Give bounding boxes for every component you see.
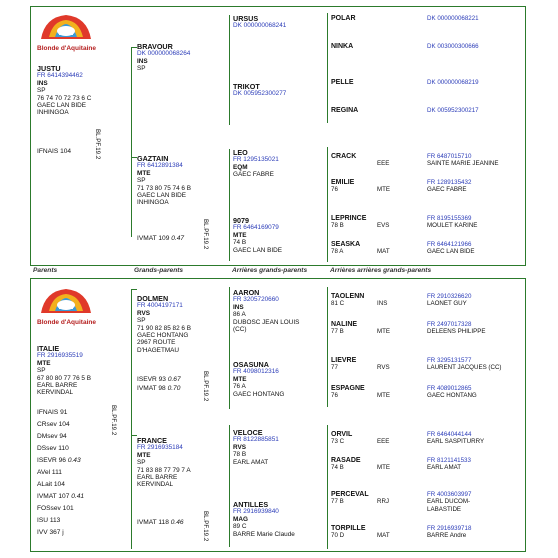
ggp-class: RRJ	[377, 498, 390, 506]
animal-status: 78 B	[233, 451, 247, 459]
ggp-name: PERCEVAL	[331, 491, 369, 498]
animal-qualification: MTE	[233, 375, 247, 383]
ggp-orvil	[331, 431, 484, 446]
animal-name: ITALIE	[37, 344, 60, 353]
ggp-name: PELLE	[331, 79, 354, 86]
ggp-status: 74 B	[331, 464, 344, 472]
ggp-name: POLAR	[331, 15, 356, 22]
animal-breeder: GAEC LAN BIDE	[233, 246, 283, 254]
logo-caption: Blonde d'Aquitaine	[37, 45, 96, 52]
ggp-polar	[331, 15, 479, 22]
animal-status: SP	[137, 65, 146, 73]
ggp-status: 78 A	[331, 248, 344, 256]
ggp-owner: SAINTE MARIE JEANINE	[427, 160, 499, 168]
index-reliability: 0.47	[171, 235, 185, 242]
animal-name: OSASUNA	[233, 360, 269, 369]
animal-name: FRANCE	[137, 436, 167, 445]
animal-status: 89 C	[233, 523, 247, 531]
index-reliability: 0.46	[170, 519, 184, 526]
animal-location: INHINGOA	[37, 109, 69, 117]
ggp-perceval	[331, 491, 487, 513]
bull-justu	[37, 65, 91, 117]
dam-index	[137, 233, 184, 245]
animal-name: BRAVOUR	[137, 42, 173, 51]
animal-breeder: BARRE Marie Claude	[233, 530, 295, 538]
ggp-owner: LAONET GUY	[427, 300, 467, 308]
animal-scores: 76 74 70 72 73 6 C	[37, 94, 92, 102]
header-arrieres-arrieres-gp: Arrières arrières grands-parents	[330, 267, 432, 274]
animal-name: TRIKOT	[233, 82, 260, 91]
ggp-status: 77	[331, 364, 338, 372]
animal-location: D'HAGETMAU	[137, 346, 180, 354]
animal-location: KERVINDAL	[37, 389, 74, 397]
ggp-name: NALINE	[331, 321, 358, 328]
ggp-class: MTE	[377, 464, 391, 472]
animal-registration: FR 2916935519	[37, 352, 83, 360]
index-value: ISU 113	[37, 517, 61, 524]
animal-status: SP	[137, 459, 146, 467]
grandsire-aaron	[233, 289, 299, 333]
animal-breeder: EARL AMAT	[233, 458, 269, 466]
animal-qualification: INS	[233, 303, 244, 311]
ggp-class: MTE	[377, 328, 391, 336]
pedigree-card-justu	[30, 6, 526, 266]
animal-qualification: MTE	[37, 359, 51, 367]
header-arrieres-gp: Arrières grands-parents	[232, 267, 308, 274]
animal-name: AARON	[233, 288, 260, 297]
bull-index-list	[37, 146, 71, 158]
ggp-status: 81 C	[331, 300, 345, 308]
ggp-owner: LAURENT JACQUES (CC)	[427, 364, 502, 372]
ggp-registration: FR 1289135432	[427, 179, 472, 186]
ggp-crack	[331, 153, 499, 168]
granddam-antilles	[233, 501, 295, 538]
ggp-registration: FR 2497017328	[427, 321, 472, 328]
animal-registration: FR 8122885851	[233, 436, 279, 444]
animal-name: 9079	[233, 216, 249, 225]
ggp-class: INS	[377, 300, 388, 308]
animal-name: URSUS	[233, 14, 259, 23]
animal-registration: FR 4098012316	[233, 368, 279, 376]
bull-bl-label: BL.PF.19.2	[94, 129, 101, 160]
ggp-ninka	[331, 43, 479, 50]
ggp-status: 77 B	[331, 328, 344, 336]
sire-dolmen	[137, 295, 191, 354]
animal-registration: DK 000000068241	[233, 22, 287, 30]
animal-breeder: EARL BARRE	[37, 382, 78, 390]
animal-qualification: EQM	[233, 163, 248, 171]
animal-qualification: RVS	[233, 443, 247, 451]
ggp-owner: EARL DUCOM-LABASTIDE	[427, 498, 471, 513]
ggp-registration: FR 6464121966	[427, 241, 472, 248]
animal-registration: FR 2916939840	[233, 508, 279, 516]
animal-status: SP	[37, 367, 46, 375]
index-value: IFNAIS 91	[37, 409, 68, 416]
index-label: IVMAT 109	[137, 235, 170, 242]
index-value: DSsev 110	[37, 445, 69, 452]
ggp-name: ORVIL	[331, 431, 353, 438]
index-label: IVMAT 118	[137, 519, 169, 526]
ggp-status: 76	[331, 392, 338, 400]
ggp-espagne	[331, 385, 477, 400]
ggp-class: EVS	[377, 222, 390, 230]
index-value: IVMAT 98 0.70	[137, 385, 181, 392]
ggp-status: 77 B	[331, 498, 344, 506]
ggp-registration: DK 005952300217	[427, 107, 479, 114]
ggp-class: MAT	[377, 532, 390, 540]
sire-bl-label: BL.PF.19.2	[202, 371, 209, 402]
animal-breeder: EARL BARRE	[137, 474, 178, 482]
animal-registration: FR 6464169079	[233, 224, 279, 232]
grandsire-veloce	[233, 429, 279, 466]
animal-registration: FR 2916935184	[137, 444, 183, 452]
animal-scores: 67 80 80 77 76 5 B	[37, 374, 92, 382]
index-value: AVel 111	[37, 469, 62, 476]
animal-scores: 71 90 82 85 82 6 B	[137, 324, 192, 332]
animal-qualification: INS	[37, 79, 48, 87]
ggp-emilie	[331, 179, 471, 194]
ggp-pelle	[331, 79, 479, 86]
pedigree-card-italie	[30, 278, 526, 552]
animal-name: ANTILLES	[233, 500, 269, 509]
animal-status: SP	[37, 87, 46, 95]
header-grands-parents: Grands-parents	[134, 267, 184, 274]
ggp-seaska	[331, 241, 474, 256]
ggp-class: EEE	[377, 160, 390, 168]
grandsire-ursus	[233, 15, 286, 30]
animal-name: LEO	[233, 148, 248, 157]
granddam-9079	[233, 217, 282, 254]
ggp-name: TORPILLE	[331, 525, 366, 532]
ggp-owner: GAEC LAN BIDE	[427, 248, 475, 256]
ggp-regina	[331, 107, 479, 114]
grandsire-trikot	[233, 83, 286, 98]
ggp-name: EMILIE	[331, 179, 355, 186]
animal-address: 2967 ROUTE	[137, 339, 176, 347]
ggp-leprince	[331, 215, 477, 230]
animal-breeder: GAEC LAN BIDE	[137, 192, 187, 200]
ggp-registration: DK 003000300666	[427, 43, 479, 50]
ggp-registration: FR 4089012865	[427, 385, 472, 392]
ggp-registration: FR 8195155369	[427, 215, 472, 222]
ggp-status: 70 D	[331, 532, 345, 540]
ggp-class: MTE	[377, 186, 391, 194]
ggp-status: 73 C	[331, 438, 345, 446]
ggp-registration: FR 6464044144	[427, 431, 472, 438]
animal-qualification: MAG	[233, 515, 248, 523]
ggp-registration: FR 8121141533	[427, 457, 471, 464]
animal-breeder: GAEC LAN BIDE	[37, 102, 87, 110]
animal-registration: FR 3205720660	[233, 296, 279, 304]
dam-france	[137, 437, 191, 489]
header-parents: Parents	[33, 267, 58, 274]
ggp-owner: EARL SASPITURRY	[427, 438, 485, 446]
ggp-owner: BARRE Andre	[427, 532, 467, 540]
index-value: DMsev 94	[37, 433, 67, 440]
ggp-owner: GAEC HONTANG	[427, 392, 477, 400]
dam-bl-label: BL.PF.19.2	[202, 511, 209, 542]
ggp-name: TAOLENN	[331, 293, 365, 300]
logo-caption: Blonde d'Aquitaine	[37, 319, 96, 326]
ggp-class: MAT	[377, 248, 390, 256]
sire-bravour	[137, 43, 190, 73]
animal-breeder: GAEC HONTANG	[137, 332, 189, 340]
ggp-class: RVS	[377, 364, 390, 372]
animal-status: 76 A	[233, 383, 246, 391]
cow-bl-label: BL.PF.19.2	[110, 405, 117, 436]
animal-qualification: INS	[137, 57, 148, 65]
ggp-owner: DELEENS PHILIPPE	[427, 328, 486, 336]
ggp-torpille	[331, 525, 471, 540]
cow-italie	[37, 345, 91, 397]
animal-name: DOLMEN	[137, 294, 169, 303]
animal-breeder: GAEC FABRE	[233, 171, 274, 179]
ggp-registration: FR 6487015710	[427, 153, 472, 160]
ggp-registration: FR 2916939718	[427, 525, 472, 532]
ggp-status: 78 B	[331, 222, 344, 230]
blonde-aquitaine-logo	[35, 11, 97, 57]
animal-scores: 71 73 80 75 74 6 B	[137, 184, 192, 192]
ggp-name: REGINA	[331, 107, 359, 114]
index-value: ISEVR 93 0.67	[137, 376, 181, 383]
animal-qualification: RVS	[137, 309, 151, 317]
index-value: IFNAIS 104	[37, 148, 72, 155]
animal-name: GAZTAIN	[137, 154, 169, 163]
ggp-name: SEASKA	[331, 241, 361, 248]
ggp-name: RASADE	[331, 457, 361, 464]
ggp-registration: FR 4003603997	[427, 491, 472, 498]
ggp-owner: MOULET KARINE	[427, 222, 478, 230]
animal-registration: DK 005952300277	[233, 90, 287, 98]
ggp-name: ESPAGNE	[331, 385, 365, 392]
ggp-name: LIEVRE	[331, 357, 357, 364]
animal-scores: 71 83 88 77 79 7 A	[137, 466, 191, 474]
animal-name: VELOCE	[233, 428, 263, 437]
granddam-sire-leo	[233, 149, 279, 179]
dam-index	[137, 517, 184, 529]
animal-status: SP	[137, 177, 146, 185]
animal-registration: FR 6412891384	[137, 162, 183, 170]
animal-breeder: DUBOSC JEAN LOUIS	[233, 318, 300, 326]
ggp-name: CRACK	[331, 153, 357, 160]
animal-location: KERVINDAL	[137, 481, 174, 489]
animal-status: 86 A	[233, 311, 246, 319]
index-value: CRsev 104	[37, 421, 70, 428]
ggp-name: LEPRINCE	[331, 215, 367, 222]
ggp-class: MTE	[377, 392, 391, 400]
blonde-aquitaine-logo	[35, 285, 97, 331]
animal-registration: FR 1295135021	[233, 156, 279, 164]
ggp-registration: FR 2910326620	[427, 293, 472, 300]
ggp-lievre	[331, 357, 502, 372]
ggp-rasade	[331, 457, 471, 472]
animal-name: JUSTU	[37, 64, 61, 73]
index-value: ALait 104	[37, 481, 65, 488]
dam-gaztain	[137, 155, 191, 207]
animal-breeder: GAEC HONTANG	[233, 390, 285, 398]
dam-bl-label: BL.PF.19.2	[202, 219, 209, 250]
index-value: FOSsev 101	[37, 505, 74, 512]
animal-qualification: MTE	[233, 231, 247, 239]
granddam-osasuna	[233, 361, 284, 398]
animal-registration: FR 4004197171	[137, 302, 183, 310]
ggp-name: NINKA	[331, 43, 354, 50]
index-value: IVV 367 j	[37, 529, 64, 536]
ggp-owner: EARL AMAT	[427, 464, 462, 472]
animal-location: INHINGOA	[137, 199, 169, 207]
animal-status: 74 B	[233, 239, 247, 247]
sire-index-list	[137, 375, 181, 393]
index-value: ISEVR 96 0.43	[37, 457, 81, 464]
animal-registration: FR 6414394462	[37, 72, 83, 80]
animal-registration: DK 000000068264	[137, 50, 191, 58]
ggp-naline	[331, 321, 485, 336]
ggp-registration: DK 000000068221	[427, 15, 479, 22]
ggp-owner: GAEC FABRE	[427, 186, 467, 194]
index-value: IVMAT 107 0.41	[37, 493, 85, 500]
animal-status: SP	[137, 317, 146, 325]
ggp-status: 76	[331, 186, 338, 194]
animal-breeder-note: (CC)	[233, 326, 247, 334]
animal-qualification: MTE	[137, 169, 151, 177]
ggp-class: EEE	[377, 438, 390, 446]
ggp-taolenn	[331, 293, 471, 308]
cow-index-list	[37, 407, 84, 539]
ggp-registration: FR 3295131577	[427, 357, 472, 364]
ggp-registration: DK 000000068219	[427, 79, 479, 86]
animal-qualification: MTE	[137, 451, 151, 459]
